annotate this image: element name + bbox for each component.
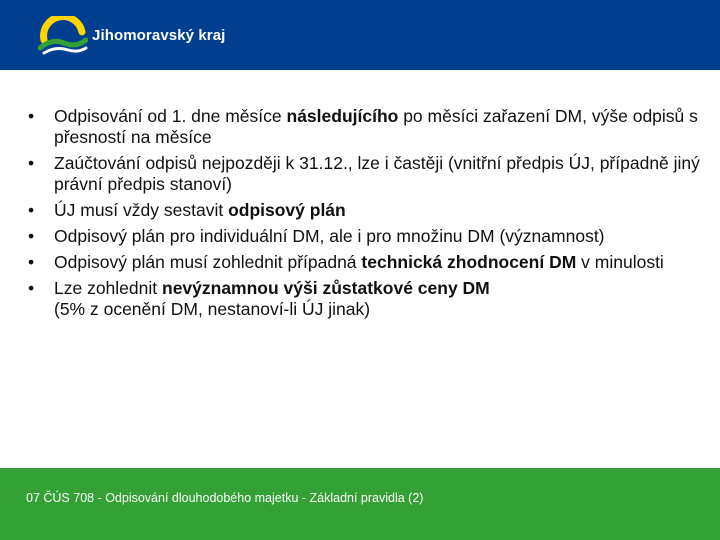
footer-bar (0, 468, 720, 540)
slide-content (28, 106, 700, 325)
header-bar (0, 0, 720, 70)
bullet-item (28, 106, 700, 148)
bullet-list (28, 106, 700, 320)
jihomoravsky-kraj-logo-icon (38, 16, 88, 56)
bullet-item (28, 226, 700, 247)
bullet-text: Zaúčtování odpisů nejpozději k 31.12., lze i častěji (vnitřní předpis ÚJ, případně jiný právní předpis stanoví) (54, 153, 700, 194)
bullet-text: Odpisový plán pro individuální DM, ale i pro množinu DM (významnost) (54, 226, 605, 246)
bullet-text-bold: následujícího (286, 106, 399, 126)
bullet-text-bold: technická zhodnocení DM (361, 252, 577, 272)
bullet-item (28, 153, 700, 195)
bullet-text: Odpisový plán musí zohlednit případná (54, 252, 362, 272)
bullet-item (28, 278, 700, 320)
bullet-text: Lze zohlednit (54, 278, 162, 298)
bullet-text-bold: nevýznamnou výši zůstatkové ceny DM (162, 278, 490, 298)
brand-name: Jihomoravský kraj (92, 27, 226, 44)
bullet-item (28, 200, 700, 221)
bullet-marker: • (28, 226, 35, 246)
bullet-text-bold: odpisový plán (228, 200, 346, 220)
bullet-marker: • (28, 200, 35, 220)
footer-text: 07 ČÚS 708 - Odpisování dlouhodobého majetku - Základní pravidla (2) (26, 491, 424, 505)
bullet-text: Odpisování od 1. dne měsíce (54, 106, 287, 126)
bullet-item (28, 252, 700, 273)
bullet-marker: • (28, 106, 35, 126)
bullet-marker: • (28, 278, 35, 298)
bullet-text: po měsíci zařazení DM, výše odpisů s přesností na měsíce (54, 106, 698, 147)
bullet-marker: • (28, 153, 35, 173)
bullet-marker: • (28, 252, 35, 272)
bullet-text: ÚJ musí vždy sestavit (54, 200, 229, 220)
bullet-text: (5% z ocenění DM, nestanoví-li ÚJ jinak) (54, 299, 371, 319)
bullet-text: v minulosti (576, 252, 664, 272)
